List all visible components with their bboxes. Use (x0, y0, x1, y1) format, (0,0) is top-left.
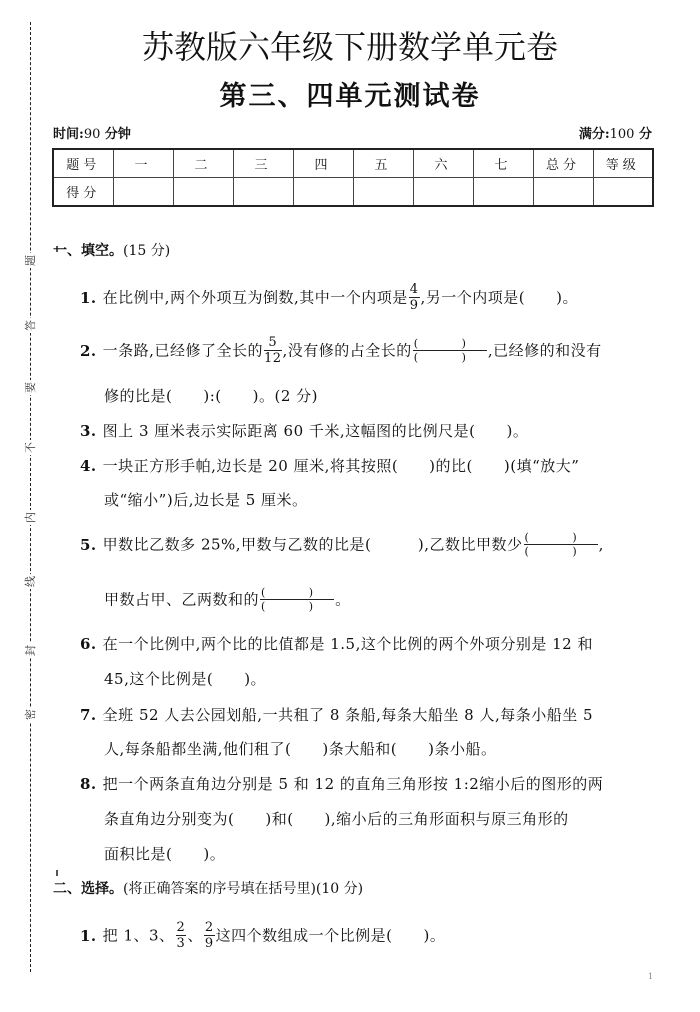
question-2-continued: 修的比是( ):( )。(2 分) (104, 387, 318, 405)
binding-char: 内 (24, 512, 37, 523)
blank-fraction-answer[interactable]: $\frac{( )}{( )}$ (261, 586, 334, 613)
table-cell: 等级 (593, 149, 653, 178)
table-cell: 题号 (53, 149, 113, 178)
blank-fraction-answer[interactable]: $\frac{( )}{( )}$ (524, 531, 597, 558)
document-title: 苏教版六年级下册数学单元卷 (141, 28, 558, 66)
time-label: 时间: (53, 127, 84, 142)
question-3: 3. 图上 3 厘米表示实际距离 60 千米,这幅图的比例尺是( )。 (80, 422, 529, 440)
question-4: 4. 一块正方形手帕,边长是 20 厘米,将其按照( )的比( )(填“放大” (80, 457, 580, 475)
score-table-header-row (53, 149, 653, 178)
score-cell[interactable] (293, 178, 353, 207)
section-title: 二、选择。 (53, 881, 123, 897)
table-cell: 三 (233, 149, 293, 178)
score-table (52, 148, 654, 207)
question-8: 8. 把一个两条直角边分别是 5 和 12 的直角三角形按 1:2缩小后的图形的两 (80, 775, 604, 793)
table-cell: 总分 (533, 149, 593, 178)
time-value: 90 (83, 127, 101, 142)
fraction: $\frac{2}{3}$ (176, 920, 186, 951)
exam-time (53, 123, 131, 142)
full-score-unit: 分 (638, 127, 652, 142)
fraction: $\frac{5}{12}$ (263, 335, 282, 366)
question-2: 2. 一条路,已经修了全长的 $\frac{5}{12}$ ,没有修的占全长的 $\frac{( )}{( )}$ ,已经修的和没有 (80, 335, 602, 366)
table-cell: 六 (413, 149, 473, 178)
binding-char: 要 (24, 382, 37, 393)
table-cell: 二 (173, 149, 233, 178)
table-cell: 五 (353, 149, 413, 178)
section-heading-fill-in (53, 240, 170, 260)
score-cell[interactable] (593, 178, 653, 207)
full-score-label: 满分: (578, 127, 610, 142)
binding-char: 题 (24, 255, 37, 266)
blank-fraction-answer[interactable]: $\frac{( )}{( )}$ (413, 337, 486, 364)
binding-dashed-line (30, 22, 31, 972)
score-cell[interactable] (413, 178, 473, 207)
score-cell[interactable] (473, 178, 533, 207)
question-6-continued: 45,这个比例是( )。 (104, 670, 267, 688)
score-cell[interactable] (533, 178, 593, 207)
score-cell[interactable] (353, 178, 413, 207)
section-heading-multiple-choice (53, 878, 363, 898)
binding-char: 封 (24, 645, 37, 656)
document-subtitle: 第三、四单元测试卷 (219, 81, 481, 112)
question-5-continued: 甲数占甲、乙两数和的 $\frac{( )}{( )}$ 。 (104, 586, 351, 613)
table-cell: 七 (473, 149, 533, 178)
binding-char: 密 (24, 709, 37, 720)
time-unit: 分钟 (104, 127, 131, 142)
score-cell[interactable] (233, 178, 293, 207)
full-score (579, 123, 652, 142)
question-7: 7. 全班 52 人去公园划船,一共租了 8 条船,每条大船坐 8 人,每条小船坐 5 (80, 706, 594, 724)
section-title: 一、填空。 (53, 243, 123, 259)
fraction: $\frac{2}{9}$ (204, 920, 214, 951)
question-1: 1. 在比例中,两个外项互为倒数,其中一个内项是 $\frac{4}{9}$ ,另一个内项是( )。 (80, 282, 578, 313)
score-table-score-row (53, 178, 653, 207)
question-4-continued: 或“缩小”)后,边长是 5 厘米。 (104, 491, 308, 509)
question-8-continued: 条直角边分别变为( )和( ),缩小后的三角形面积与原三角形的 (104, 810, 569, 828)
choice-question-1: 1. 把 1、3、 $\frac{2}{3}$ 、 $\frac{2}{9}$ 这四个数组成一个比例是( )。 (80, 920, 446, 951)
question-6: 6. 在一个比例中,两个比的比值都是 1.5,这个比例的两个外项分别是 12 和 (80, 635, 593, 653)
binding-char: 不 (24, 442, 37, 453)
question-8-continued: 面积比是( )。 (104, 845, 226, 863)
score-cell[interactable] (173, 178, 233, 207)
margin-tick-mark (56, 870, 58, 876)
question-5: 5. 甲数比乙数多 25%,甲数与乙数的比是( ),乙数比甲数少 $\frac{( )}{( )}$ , (80, 531, 604, 558)
fraction: $\frac{4}{9}$ (409, 282, 419, 313)
section-points: (将正确答案的序号填在括号里)(10 分) (123, 881, 364, 897)
binding-char: 线 (24, 576, 37, 587)
full-score-value: 100 (609, 127, 635, 142)
question-7-continued: 人,每条船都坐满,他们租了( )条大船和( )条小船。 (104, 740, 497, 758)
page-number: 1 (648, 972, 654, 981)
score-cell[interactable] (113, 178, 173, 207)
table-cell: 四 (293, 149, 353, 178)
binding-char: 答 (24, 320, 37, 331)
section-points: (15 分) (123, 243, 171, 259)
table-cell: 一 (113, 149, 173, 178)
table-cell: 得分 (53, 178, 113, 207)
